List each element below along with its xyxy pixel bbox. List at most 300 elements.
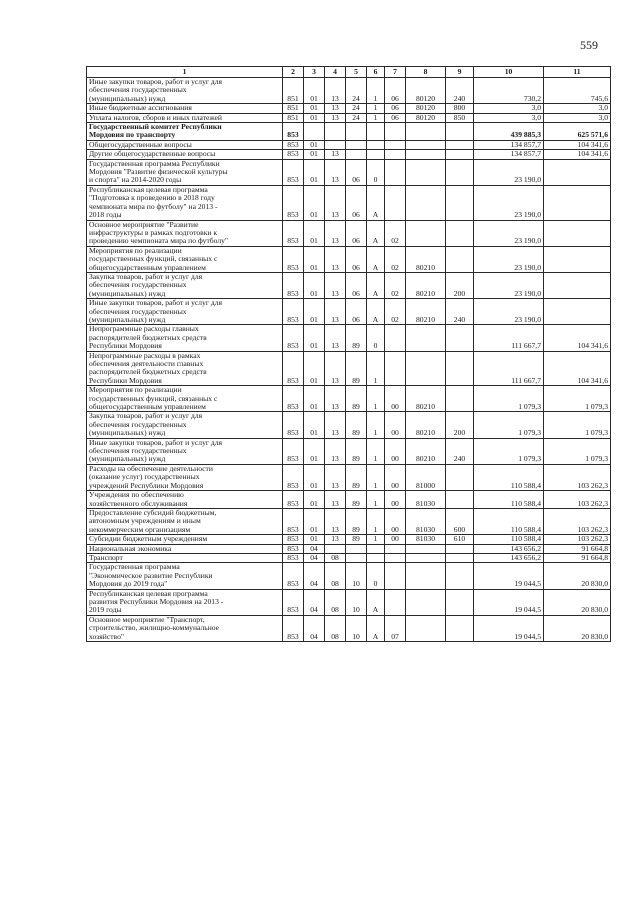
- code-cell: [385, 544, 406, 553]
- amount-cell: 19 044,5: [474, 615, 544, 641]
- amount-cell: 110 588,4: [474, 491, 544, 509]
- amount-cell: 91 664,8: [544, 544, 611, 553]
- code-cell: 89: [346, 351, 367, 386]
- code-cell: 01: [304, 150, 325, 159]
- code-cell: [406, 123, 446, 141]
- code-cell: 13: [325, 299, 346, 325]
- row-name-cell: Закупка товаров, работ и услуг для обеспечения государственных (муниципальных) нужд: [87, 272, 283, 298]
- code-cell: 80210: [406, 386, 446, 412]
- amount-cell: 23 190,0: [474, 185, 544, 220]
- table-row: [87, 351, 611, 386]
- amount-cell: 3,0: [474, 104, 544, 113]
- code-cell: 240: [446, 299, 474, 325]
- code-cell: 0: [367, 159, 385, 185]
- code-cell: 06: [385, 104, 406, 113]
- code-cell: 00: [385, 464, 406, 490]
- code-cell: [406, 150, 446, 159]
- code-cell: [346, 553, 367, 562]
- amount-cell: 730,2: [474, 78, 544, 104]
- code-cell: [446, 246, 474, 272]
- code-cell: 04: [304, 563, 325, 589]
- code-cell: [385, 123, 406, 141]
- amount-cell: 103 262,3: [544, 535, 611, 544]
- code-cell: [406, 589, 446, 615]
- code-cell: 01: [304, 104, 325, 113]
- code-cell: [406, 351, 446, 386]
- code-cell: 853: [283, 412, 304, 438]
- code-cell: А: [367, 185, 385, 220]
- code-cell: 13: [325, 150, 346, 159]
- code-cell: [446, 589, 474, 615]
- code-cell: [446, 325, 474, 351]
- code-cell: 01: [304, 464, 325, 490]
- amount-cell: 110 588,4: [474, 464, 544, 490]
- table-row: [87, 123, 611, 141]
- code-cell: 81000: [406, 464, 446, 490]
- column-header: 10: [474, 67, 544, 78]
- code-cell: 13: [325, 386, 346, 412]
- code-cell: [406, 615, 446, 641]
- code-cell: 0: [367, 325, 385, 351]
- code-cell: 89: [346, 325, 367, 351]
- code-cell: 853: [283, 299, 304, 325]
- amount-cell: 104 341,6: [544, 351, 611, 386]
- code-cell: А: [367, 299, 385, 325]
- code-cell: 06: [346, 159, 367, 185]
- code-cell: [406, 553, 446, 562]
- code-cell: [346, 544, 367, 553]
- code-cell: [446, 351, 474, 386]
- code-cell: 01: [304, 78, 325, 104]
- amount-cell: 23 190,0: [474, 272, 544, 298]
- code-cell: 80210: [406, 272, 446, 298]
- code-cell: 01: [304, 159, 325, 185]
- code-cell: А: [367, 615, 385, 641]
- row-name-cell: Непрограммные расходы главных распорядителей бюджетных средств Республики Мордовия: [87, 325, 283, 351]
- code-cell: А: [367, 246, 385, 272]
- table-row: [87, 104, 611, 113]
- amount-cell: 104 341,6: [544, 150, 611, 159]
- column-header: 9: [446, 67, 474, 78]
- table-row: [87, 386, 611, 412]
- code-cell: 01: [304, 535, 325, 544]
- code-cell: 610: [446, 535, 474, 544]
- amount-cell: 110 588,4: [474, 508, 544, 534]
- code-cell: 13: [325, 159, 346, 185]
- row-name-cell: Государственный комитет Республики Мордовия по транспорту: [87, 123, 283, 141]
- code-cell: [406, 325, 446, 351]
- code-cell: 06: [385, 113, 406, 122]
- code-cell: 80210: [406, 246, 446, 272]
- code-cell: [385, 563, 406, 589]
- table-row: [87, 220, 611, 246]
- code-cell: А: [367, 589, 385, 615]
- code-cell: 00: [385, 508, 406, 534]
- code-cell: [406, 140, 446, 149]
- amount-cell: 20 830,0: [544, 615, 611, 641]
- amount-cell: 19 044,5: [474, 563, 544, 589]
- code-cell: 853: [283, 544, 304, 553]
- code-cell: [446, 563, 474, 589]
- code-cell: А: [367, 220, 385, 246]
- code-cell: 240: [446, 438, 474, 464]
- code-cell: [446, 615, 474, 641]
- amount-cell: 1 079,3: [474, 438, 544, 464]
- code-cell: 02: [385, 220, 406, 246]
- code-cell: [385, 140, 406, 149]
- code-cell: 853: [283, 438, 304, 464]
- row-name-cell: Непрограммные расходы в рамках обеспечения деятельности главных распорядителей бюджетных средств Республики Мордовия: [87, 351, 283, 386]
- code-cell: 01: [304, 386, 325, 412]
- amount-cell: 3,0: [544, 113, 611, 122]
- amount-cell: 23 190,0: [474, 220, 544, 246]
- code-cell: [446, 150, 474, 159]
- amount-cell: 23 190,0: [474, 299, 544, 325]
- code-cell: [385, 159, 406, 185]
- code-cell: 89: [346, 438, 367, 464]
- row-name-cell: Закупка товаров, работ и услуг для обеспечения государственных (муниципальных) нужд: [87, 412, 283, 438]
- row-name-cell: Другие общегосударственные вопросы: [87, 150, 283, 159]
- code-cell: 13: [325, 412, 346, 438]
- code-cell: 10: [346, 615, 367, 641]
- code-cell: 89: [346, 412, 367, 438]
- code-cell: 02: [385, 246, 406, 272]
- code-cell: 13: [325, 272, 346, 298]
- code-cell: 24: [346, 113, 367, 122]
- code-cell: 853: [283, 553, 304, 562]
- table-row: [87, 412, 611, 438]
- row-name-cell: Государственная программа "Экономическое развитие Республики Мордовия до 2019 года": [87, 563, 283, 589]
- amount-cell: [544, 220, 611, 246]
- code-cell: 853: [283, 150, 304, 159]
- code-cell: [446, 123, 474, 141]
- amount-cell: 19 044,5: [474, 589, 544, 615]
- code-cell: 853: [283, 325, 304, 351]
- table-row: [87, 563, 611, 589]
- code-cell: 13: [325, 508, 346, 534]
- code-cell: 1: [367, 386, 385, 412]
- code-cell: [367, 553, 385, 562]
- code-cell: [446, 159, 474, 185]
- code-cell: 1: [367, 78, 385, 104]
- code-cell: 800: [446, 104, 474, 113]
- row-name-cell: Основное мероприятие "Развитие инфраструктуры в рамках подготовки к проведению чемпионата мира по футболу": [87, 220, 283, 246]
- code-cell: [446, 185, 474, 220]
- amount-cell: 1 079,3: [474, 412, 544, 438]
- code-cell: 89: [346, 535, 367, 544]
- code-cell: 81030: [406, 491, 446, 509]
- code-cell: 853: [283, 185, 304, 220]
- code-cell: 00: [385, 438, 406, 464]
- code-cell: 853: [283, 220, 304, 246]
- code-cell: 00: [385, 386, 406, 412]
- table-row: [87, 272, 611, 298]
- code-cell: 13: [325, 104, 346, 113]
- code-cell: 01: [304, 351, 325, 386]
- amount-cell: 110 588,4: [474, 535, 544, 544]
- code-cell: 04: [304, 544, 325, 553]
- table-row: [87, 491, 611, 509]
- amount-cell: 134 857,7: [474, 140, 544, 149]
- amount-cell: 1 079,3: [474, 386, 544, 412]
- amount-cell: 104 341,6: [544, 140, 611, 149]
- amount-cell: 104 341,6: [544, 325, 611, 351]
- row-name-cell: Уплата налогов, сборов и иных платежей: [87, 113, 283, 122]
- table-row: [87, 589, 611, 615]
- code-cell: 13: [325, 185, 346, 220]
- code-cell: [367, 150, 385, 159]
- code-cell: 850: [446, 113, 474, 122]
- code-cell: 851: [283, 113, 304, 122]
- code-cell: 853: [283, 272, 304, 298]
- table-row: [87, 325, 611, 351]
- amount-cell: [544, 272, 611, 298]
- code-cell: 13: [325, 491, 346, 509]
- code-cell: 80210: [406, 438, 446, 464]
- table-row: [87, 535, 611, 544]
- code-cell: 853: [283, 535, 304, 544]
- code-cell: 89: [346, 464, 367, 490]
- table-row: [87, 150, 611, 159]
- amount-cell: 23 190,0: [474, 246, 544, 272]
- amount-cell: 3,0: [544, 104, 611, 113]
- code-cell: 200: [446, 412, 474, 438]
- row-name-cell: Национальная экономика: [87, 544, 283, 553]
- amount-cell: 1 079,3: [544, 438, 611, 464]
- row-name-cell: Учреждения по обеспечению хозяйственного обслуживания: [87, 491, 283, 509]
- amount-cell: 91 664,8: [544, 553, 611, 562]
- amount-cell: 23 190,0: [474, 159, 544, 185]
- code-cell: 80210: [406, 299, 446, 325]
- amount-cell: 143 656,2: [474, 553, 544, 562]
- amount-cell: [544, 185, 611, 220]
- code-cell: 08: [325, 589, 346, 615]
- column-header: 11: [544, 67, 611, 78]
- code-cell: 240: [446, 78, 474, 104]
- code-cell: 80120: [406, 104, 446, 113]
- row-name-cell: Республиканская целевая программа развития Республики Мордовия на 2013 - 2019 годы: [87, 589, 283, 615]
- code-cell: 06: [346, 220, 367, 246]
- code-cell: 13: [325, 113, 346, 122]
- row-name-cell: Предоставление субсидий бюджетным, автономным учреждениям и иным некоммерческим организациям: [87, 508, 283, 534]
- code-cell: 600: [446, 508, 474, 534]
- amount-cell: 3,0: [474, 113, 544, 122]
- code-cell: 13: [325, 246, 346, 272]
- code-cell: 853: [283, 615, 304, 641]
- amount-cell: [544, 246, 611, 272]
- code-cell: 81030: [406, 535, 446, 544]
- code-cell: 0: [367, 563, 385, 589]
- code-cell: [385, 589, 406, 615]
- code-cell: 04: [304, 553, 325, 562]
- code-cell: 06: [346, 272, 367, 298]
- code-cell: 200: [446, 272, 474, 298]
- amount-cell: 111 667,7: [474, 325, 544, 351]
- code-cell: 13: [325, 78, 346, 104]
- code-cell: 00: [385, 491, 406, 509]
- code-cell: [406, 563, 446, 589]
- code-cell: 81030: [406, 508, 446, 534]
- row-name-cell: Субсидии бюджетным учреждениям: [87, 535, 283, 544]
- code-cell: [446, 491, 474, 509]
- code-cell: 01: [304, 508, 325, 534]
- code-cell: 07: [385, 615, 406, 641]
- code-cell: 01: [304, 272, 325, 298]
- code-cell: 1: [367, 113, 385, 122]
- row-name-cell: Иные закупки товаров, работ и услуг для обеспечения государственных (муниципальных) нужд: [87, 299, 283, 325]
- code-cell: 853: [283, 491, 304, 509]
- amount-cell: 1 079,3: [544, 412, 611, 438]
- code-cell: 80120: [406, 78, 446, 104]
- amount-cell: 625 571,6: [544, 123, 611, 141]
- code-cell: 853: [283, 464, 304, 490]
- row-name-cell: Мероприятия по реализации государственных функций, связанных с общегосударственным управлением: [87, 246, 283, 272]
- code-cell: [406, 544, 446, 553]
- amount-cell: 111 667,7: [474, 351, 544, 386]
- table-row: [87, 185, 611, 220]
- code-cell: 01: [304, 246, 325, 272]
- code-cell: 1: [367, 412, 385, 438]
- amount-cell: 439 885,3: [474, 123, 544, 141]
- column-header: 6: [367, 67, 385, 78]
- code-cell: 1: [367, 491, 385, 509]
- code-cell: 24: [346, 78, 367, 104]
- code-cell: 1: [367, 508, 385, 534]
- budget-table: [86, 66, 611, 642]
- code-cell: [346, 150, 367, 159]
- code-cell: 1: [367, 438, 385, 464]
- code-cell: 1: [367, 104, 385, 113]
- row-name-cell: Расходы на обеспечение деятельности (оказание услуг) государственных учреждений Республики Мордовия: [87, 464, 283, 490]
- amount-cell: 134 857,7: [474, 150, 544, 159]
- code-cell: 04: [304, 589, 325, 615]
- code-cell: 01: [304, 113, 325, 122]
- row-name-cell: Общегосударственные вопросы: [87, 140, 283, 149]
- code-cell: [325, 123, 346, 141]
- code-cell: 06: [346, 299, 367, 325]
- code-cell: 01: [304, 412, 325, 438]
- code-cell: 24: [346, 104, 367, 113]
- table-row: [87, 615, 611, 641]
- column-header: 4: [325, 67, 346, 78]
- row-name-cell: Иные закупки товаров, работ и услуг для обеспечения государственных (муниципальных) нужд: [87, 78, 283, 104]
- code-cell: 08: [325, 553, 346, 562]
- code-cell: [446, 553, 474, 562]
- code-cell: 10: [346, 563, 367, 589]
- code-cell: 13: [325, 220, 346, 246]
- table-row: [87, 464, 611, 490]
- code-cell: 08: [325, 615, 346, 641]
- code-cell: [406, 159, 446, 185]
- code-cell: 89: [346, 386, 367, 412]
- code-cell: 853: [283, 589, 304, 615]
- amount-cell: [544, 159, 611, 185]
- code-cell: [367, 123, 385, 141]
- row-name-cell: Транспорт: [87, 553, 283, 562]
- amount-cell: 1 079,3: [544, 386, 611, 412]
- column-header: 5: [346, 67, 367, 78]
- code-cell: 80210: [406, 412, 446, 438]
- table-body: [87, 78, 611, 642]
- row-name-cell: Иные бюджетные ассигнования: [87, 104, 283, 113]
- code-cell: 01: [304, 491, 325, 509]
- amount-cell: [544, 299, 611, 325]
- code-cell: 853: [283, 351, 304, 386]
- column-header: 2: [283, 67, 304, 78]
- amount-cell: 20 830,0: [544, 563, 611, 589]
- code-cell: 89: [346, 491, 367, 509]
- amount-cell: 745,6: [544, 78, 611, 104]
- page-number: 559: [580, 38, 598, 52]
- code-cell: [367, 544, 385, 553]
- code-cell: 02: [385, 299, 406, 325]
- column-header: 7: [385, 67, 406, 78]
- code-cell: [446, 140, 474, 149]
- table-row: [87, 299, 611, 325]
- code-cell: 851: [283, 104, 304, 113]
- code-cell: 10: [346, 589, 367, 615]
- column-header: 3: [304, 67, 325, 78]
- code-cell: [406, 185, 446, 220]
- code-cell: 04: [304, 615, 325, 641]
- column-header: 8: [406, 67, 446, 78]
- column-header: 1: [87, 67, 283, 78]
- code-cell: 1: [367, 351, 385, 386]
- code-cell: 01: [304, 185, 325, 220]
- code-cell: 01: [304, 438, 325, 464]
- code-cell: 01: [304, 299, 325, 325]
- code-cell: 00: [385, 412, 406, 438]
- code-cell: 13: [325, 325, 346, 351]
- code-cell: 853: [283, 246, 304, 272]
- code-cell: 853: [283, 123, 304, 141]
- table-row: [87, 438, 611, 464]
- row-name-cell: Мероприятия по реализации государственных функций, связанных с общегосударственным управлением: [87, 386, 283, 412]
- code-cell: 01: [304, 325, 325, 351]
- row-name-cell: Иные закупки товаров, работ и услуг для обеспечения государственных (муниципальных) нужд: [87, 438, 283, 464]
- code-cell: 13: [325, 438, 346, 464]
- code-cell: 00: [385, 535, 406, 544]
- amount-cell: 103 262,3: [544, 508, 611, 534]
- code-cell: [385, 185, 406, 220]
- row-name-cell: Основное мероприятие "Транспорт, строительство, жилищно-коммунальное хозяйство": [87, 615, 283, 641]
- code-cell: А: [367, 272, 385, 298]
- code-cell: 06: [385, 78, 406, 104]
- code-cell: 853: [283, 563, 304, 589]
- table-row: [87, 159, 611, 185]
- code-cell: [346, 140, 367, 149]
- code-cell: 08: [325, 563, 346, 589]
- code-cell: 01: [304, 140, 325, 149]
- code-cell: [385, 325, 406, 351]
- code-cell: [304, 123, 325, 141]
- table-row: [87, 246, 611, 272]
- amount-cell: 103 262,3: [544, 491, 611, 509]
- code-cell: 06: [346, 246, 367, 272]
- code-cell: 06: [346, 185, 367, 220]
- code-cell: 1: [367, 535, 385, 544]
- code-cell: [446, 544, 474, 553]
- code-cell: 853: [283, 386, 304, 412]
- table-header-row: [87, 67, 611, 78]
- code-cell: 01: [304, 220, 325, 246]
- code-cell: [446, 220, 474, 246]
- amount-cell: 143 656,2: [474, 544, 544, 553]
- code-cell: 853: [283, 508, 304, 534]
- code-cell: [385, 351, 406, 386]
- code-cell: 13: [325, 351, 346, 386]
- code-cell: [385, 553, 406, 562]
